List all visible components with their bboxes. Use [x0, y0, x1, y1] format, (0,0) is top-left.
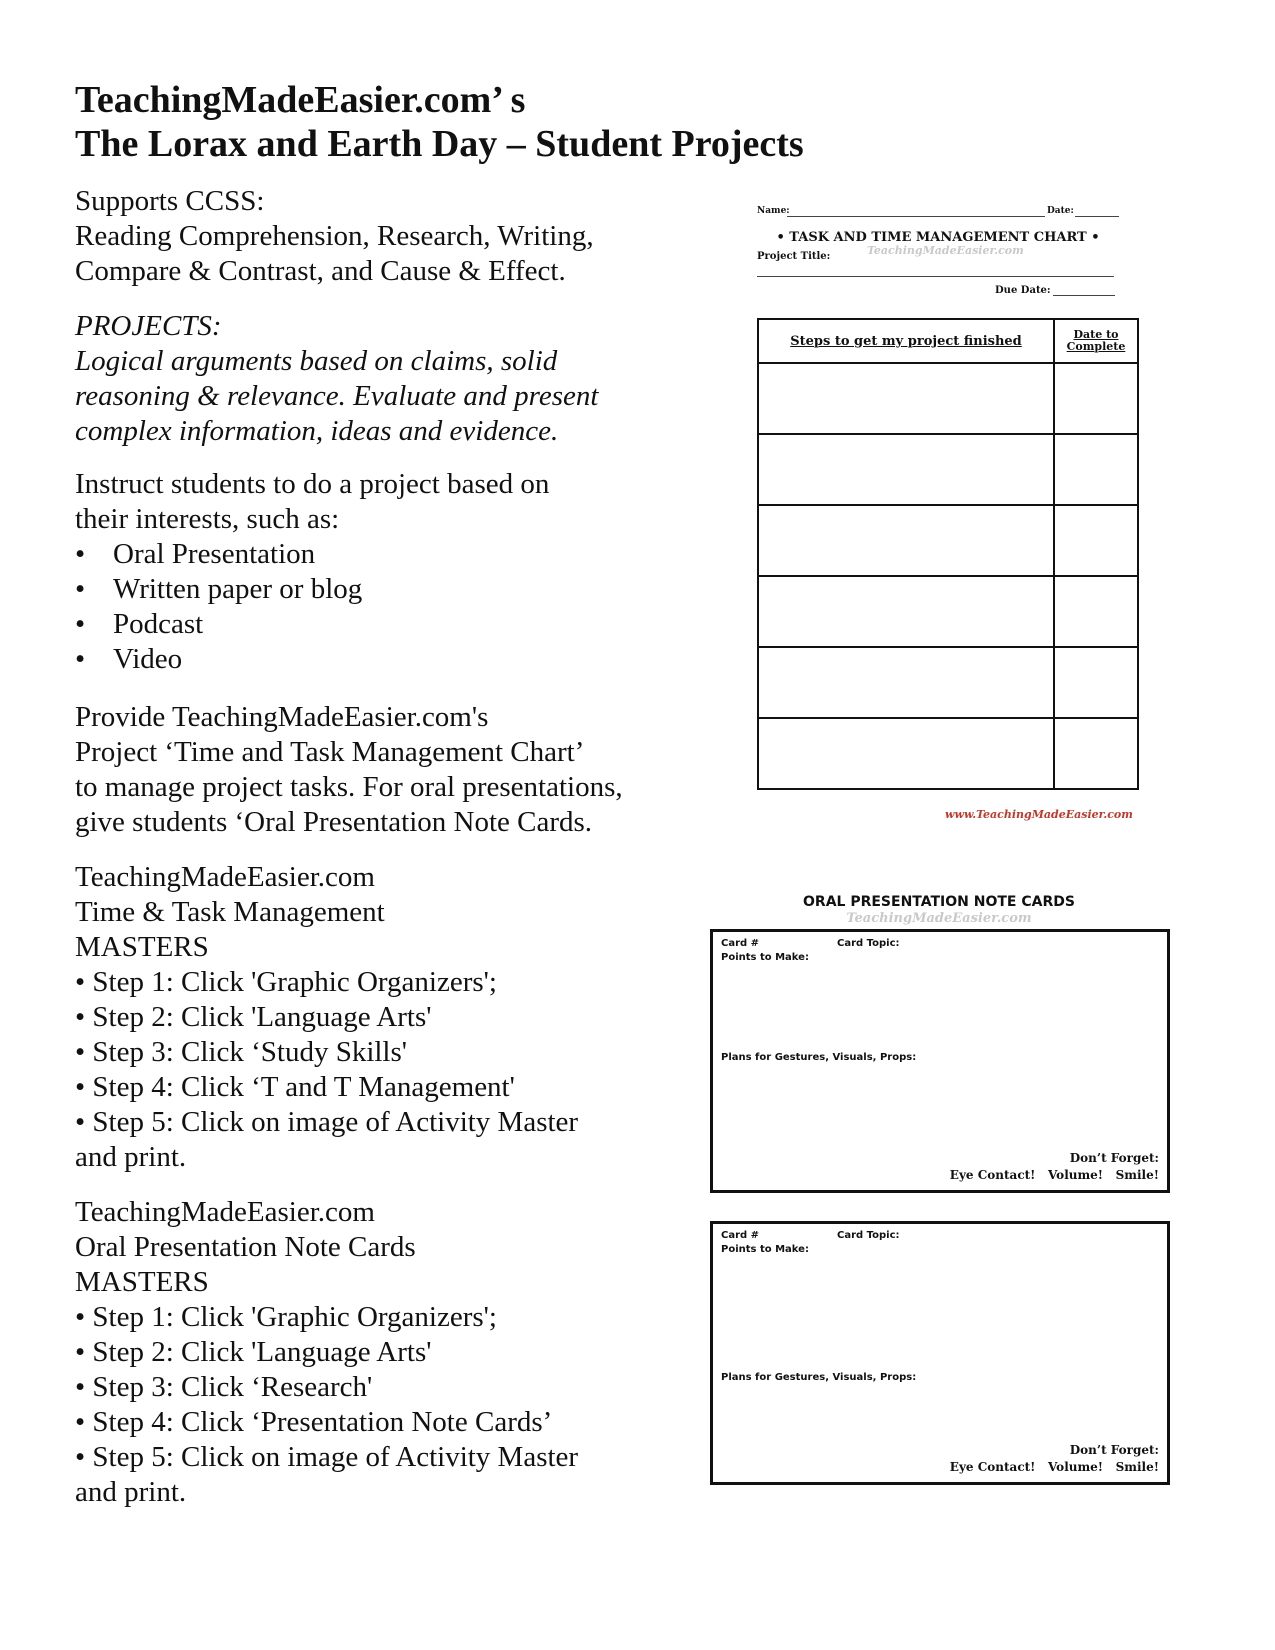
time-task-masters-section	[75, 860, 578, 1175]
date-column-header: Date to Complete	[1054, 319, 1138, 363]
bullet-icon: •	[75, 538, 86, 570]
list-item: • Step 5: Click on image of Activity Master	[75, 1106, 579, 1138]
list-item: • Step 1: Click 'Graphic Organizers';	[75, 966, 497, 998]
instruct-line-2: their interests, such as:	[75, 503, 340, 535]
date-cell	[1054, 576, 1138, 647]
table-row	[758, 363, 1138, 434]
projects-heading: PROJECTS:	[75, 310, 222, 342]
date-label: Date:	[1047, 206, 1074, 216]
table-row	[758, 434, 1138, 505]
time-task-line-1: TeachingMadeEasier.com	[75, 861, 375, 893]
table-header-row	[758, 319, 1138, 363]
provide-line-2: Project ‘Time and Task Management Chart’	[75, 736, 585, 768]
project-types-list	[75, 537, 549, 677]
bullet-icon: •	[75, 573, 86, 605]
time-task-tail: and print.	[75, 1141, 187, 1173]
note-cards-watermark: TeachingMadeEasier.com	[846, 911, 1032, 926]
steps-cell	[758, 363, 1054, 434]
ccss-line-1: Reading Comprehension, Research, Writing,	[75, 220, 594, 252]
plans-label: Plans for Gestures, Visuals, Props:	[721, 1052, 917, 1063]
oral-cards-line-3: MASTERS	[75, 1266, 209, 1298]
bullet-icon: •	[75, 643, 86, 675]
steps-cell	[758, 718, 1054, 789]
due-date-label: Due Date:	[995, 285, 1051, 296]
projects-line-1: Logical arguments based on claims, solid	[75, 345, 558, 377]
oral-cards-steps	[75, 1300, 578, 1475]
name-label: Name:	[757, 206, 790, 216]
date-cell	[1054, 363, 1138, 434]
oral-cards-tail: and print.	[75, 1476, 187, 1508]
points-label: Points to Make:	[721, 952, 809, 963]
table-row	[758, 576, 1138, 647]
ccss-line-2: Compare & Contrast, and Cause & Effect.	[75, 255, 566, 287]
list-item: • Written paper or blog	[75, 573, 363, 605]
steps-cell	[758, 576, 1054, 647]
time-task-steps	[75, 965, 578, 1140]
list-item: • Step 3: Click ‘Research'	[75, 1371, 373, 1403]
list-item: • Video	[75, 643, 183, 675]
note-cards-heading: ORAL PRESENTATION NOTE CARDS	[803, 894, 1075, 910]
oral-cards-line-1: TeachingMadeEasier.com	[75, 1196, 375, 1228]
provide-line-3: to manage project tasks. For oral presentations,	[75, 771, 623, 803]
projects-section	[75, 309, 598, 449]
list-item: • Step 5: Click on image of Activity Master	[75, 1441, 579, 1473]
list-item: • Step 4: Click ‘Presentation Note Cards’	[75, 1406, 553, 1438]
list-item: • Step 3: Click ‘Study Skills'	[75, 1036, 407, 1068]
provide-line-1: Provide TeachingMadeEasier.com's	[75, 701, 489, 733]
oral-cards-masters-section	[75, 1195, 578, 1510]
list-item: • Step 1: Click 'Graphic Organizers';	[75, 1301, 497, 1333]
provide-section	[75, 700, 623, 840]
ccss-section	[75, 184, 594, 289]
reminders-label: Eye Contact! Volume! Smile!	[949, 1168, 1159, 1182]
date-cell	[1054, 434, 1138, 505]
list-item: • Podcast	[75, 608, 204, 640]
task-chart-credit: www.TeachingMadeEasier.com	[945, 808, 1133, 821]
table-row	[758, 505, 1138, 576]
steps-cell	[758, 434, 1054, 505]
list-item: • Step 2: Click 'Language Arts'	[75, 1001, 432, 1033]
steps-cell	[758, 647, 1054, 718]
date-cell	[1054, 647, 1138, 718]
provide-line-4: give students ‘Oral Presentation Note Cards.	[75, 806, 593, 838]
time-task-line-3: MASTERS	[75, 931, 209, 963]
dont-forget-label: Don’t Forget:	[1069, 1151, 1159, 1165]
card-number-label: Card #	[721, 1230, 760, 1241]
instruct-section	[75, 467, 549, 677]
list-item: • Step 4: Click ‘T and T Management'	[75, 1071, 515, 1103]
page-title	[75, 78, 804, 166]
due-date-line	[1053, 295, 1115, 296]
bullet-icon: •	[75, 608, 86, 640]
projects-line-2: reasoning & relevance. Evaluate and present	[75, 380, 599, 412]
card-topic-label: Card Topic:	[837, 1230, 900, 1241]
card-topic-label: Card Topic:	[837, 938, 900, 949]
table-row	[758, 718, 1138, 789]
table-row	[758, 647, 1138, 718]
steps-column-header: Steps to get my project finished	[758, 319, 1054, 363]
instruct-line-1: Instruct students to do a project based on	[75, 468, 550, 500]
ccss-heading: Supports CCSS:	[75, 185, 265, 217]
list-item: • Oral Presentation	[75, 538, 316, 570]
date-cell	[1054, 505, 1138, 576]
project-title-label: Project Title:	[757, 251, 831, 262]
dont-forget-label: Don’t Forget:	[1069, 1443, 1159, 1457]
task-chart-watermark: TeachingMadeEasier.com	[867, 244, 1024, 257]
list-item: • Step 2: Click 'Language Arts'	[75, 1336, 432, 1368]
oral-cards-line-2: Oral Presentation Note Cards	[75, 1231, 416, 1263]
points-label: Points to Make:	[721, 1244, 809, 1255]
title-line-1: TeachingMadeEasier.com’ s	[75, 79, 526, 121]
date-cell	[1054, 718, 1138, 789]
projects-line-3: complex information, ideas and evidence.	[75, 415, 559, 447]
name-line	[787, 216, 1045, 217]
date-line	[1075, 216, 1119, 217]
steps-cell	[758, 505, 1054, 576]
title-line-2: The Lorax and Earth Day – Student Projects	[75, 123, 804, 165]
task-chart-table	[757, 318, 1139, 790]
reminders-label: Eye Contact! Volume! Smile!	[949, 1460, 1159, 1474]
plans-label: Plans for Gestures, Visuals, Props:	[721, 1372, 917, 1383]
note-card	[710, 1221, 1170, 1485]
card-number-label: Card #	[721, 938, 760, 949]
task-chart-header	[757, 206, 1119, 299]
time-task-line-2: Time & Task Management	[75, 896, 385, 928]
task-chart-heading: • TASK AND TIME MANAGEMENT CHART •	[776, 230, 1100, 245]
note-card	[710, 929, 1170, 1193]
